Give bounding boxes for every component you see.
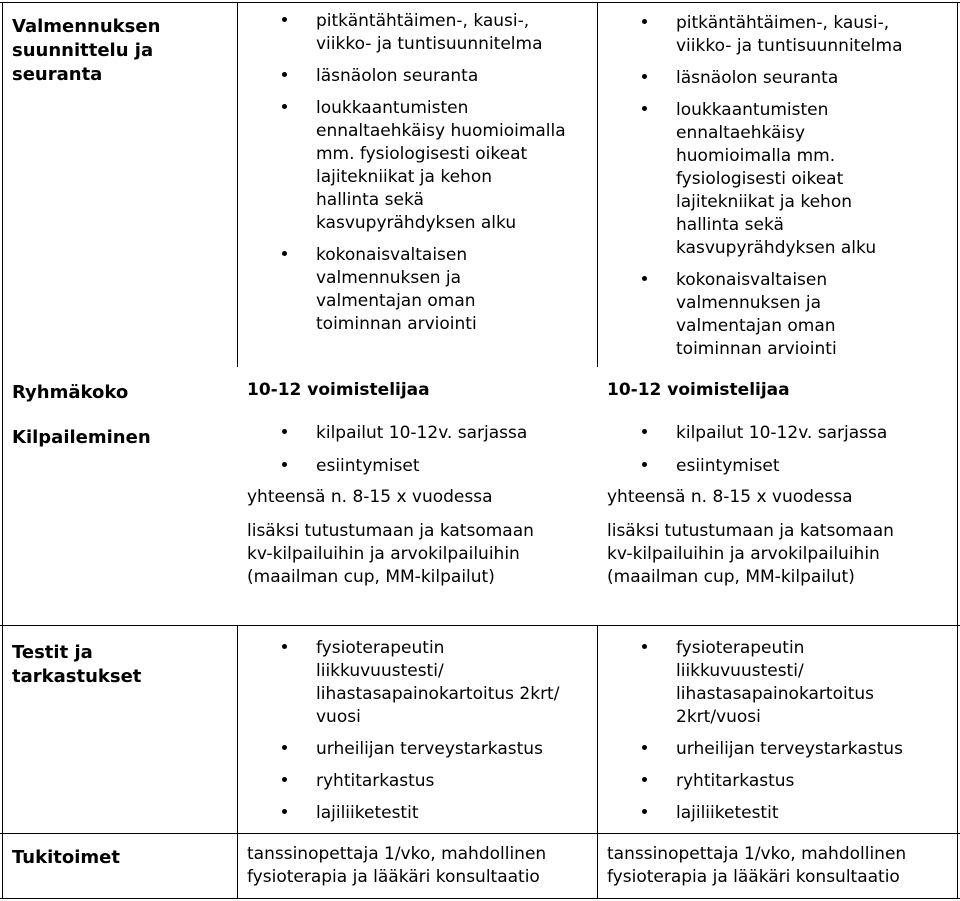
row-heading-competing: Kilpaileminen [12,427,151,448]
tests-list-col2 [638,637,903,834]
support-col2: tanssinopettaja 1/vko, mahdollinen fysioterapia ja lääkäri konsultaatio [607,844,907,887]
row-heading-planning: Valmennuksen suunnittelu ja seuranta [12,16,161,85]
list-item: esiintymiset [638,455,887,478]
table-border-left [2,2,3,899]
competing-total-col2: yhteensä n. 8-15 x vuodessa [607,487,853,507]
competing-extra-col1: lisäksi tutustumaan ja katsomaan kv-kilpailuihin ja arvokilpailuihin (maailman cup, MM-kilpailut) [247,521,534,587]
list-item: loukkaantumisten ennaltaehkäisy huomioimalla mm. fysiologisesti oikeat lajitekniikat ja kehon hallinta sekä kasvupyrähdyksen alku [278,97,566,235]
column-divider-2-lower [597,625,598,899]
list-item: läsnäolon seuranta [638,67,903,90]
list-item: urheilijan terveystarkastus [278,738,559,761]
list-item: fysioterapeutin liikkuvuustesti/ lihastasapainokartoitus 2krt/ vuosi [278,637,559,729]
row-divider-tests [0,625,960,626]
list-item: kokonaisvaltaisen valmennuksen ja valmentajan oman toiminnan arviointi [638,269,903,361]
planning-list-col1 [278,10,566,345]
planning-list-col2 [638,12,903,370]
list-item: kilpailut 10-12v. sarjassa [278,422,527,445]
list-item: loukkaantumisten ennaltaehkäisy huomioimalla mm. fysiologisesti oikeat lajitekniikat ja kehon hallinta sekä kasvupyrähdyksen alku [638,99,903,260]
list-item: lajiliiketestit [278,802,559,825]
group-size-col1: 10-12 voimistelijaa [247,380,430,400]
column-divider-2 [597,2,598,367]
group-size-col2: 10-12 voimistelijaa [607,380,790,400]
table-border-right [957,2,958,899]
list-item: fysioterapeutin liikkuvuustesti/ lihastasapainokartoitus 2krt/vuosi [638,637,903,729]
list-item: lajiliiketestit [638,802,903,825]
row-heading-group-size: Ryhmäkoko [12,382,129,403]
column-divider-1-lower [237,625,238,899]
table-border-bottom [0,898,960,899]
tests-list-col1 [278,637,559,834]
column-divider-1 [237,2,238,367]
competing-total-col1: yhteensä n. 8-15 x vuodessa [247,487,493,507]
row-heading-support: Tukitoimet [12,847,120,868]
list-item: ryhtitarkastus [638,770,903,793]
competing-list-col2 [638,422,887,487]
list-item: ryhtitarkastus [278,770,559,793]
list-item: esiintymiset [278,455,527,478]
competing-list-col1 [278,422,527,487]
list-item: pitkäntähtäimen-, kausi-, viikko- ja tuntisuunnitelma [278,10,566,56]
row-heading-tests: Testit ja tarkastukset [12,642,142,687]
list-item: kilpailut 10-12v. sarjassa [638,422,887,445]
competing-extra-col2: lisäksi tutustumaan ja katsomaan kv-kilpailuihin ja arvokilpailuihin (maailman cup, MM-kilpailut) [607,521,894,587]
support-col1: tanssinopettaja 1/vko, mahdollinen fysioterapia ja lääkäri konsultaatio [247,844,547,887]
table-border-top [0,2,960,3]
list-item: kokonaisvaltaisen valmennuksen ja valmentajan oman toiminnan arviointi [278,244,566,336]
list-item: urheilijan terveystarkastus [638,738,903,761]
list-item: pitkäntähtäimen-, kausi-, viikko- ja tuntisuunnitelma [638,12,903,58]
list-item: läsnäolon seuranta [278,65,566,88]
